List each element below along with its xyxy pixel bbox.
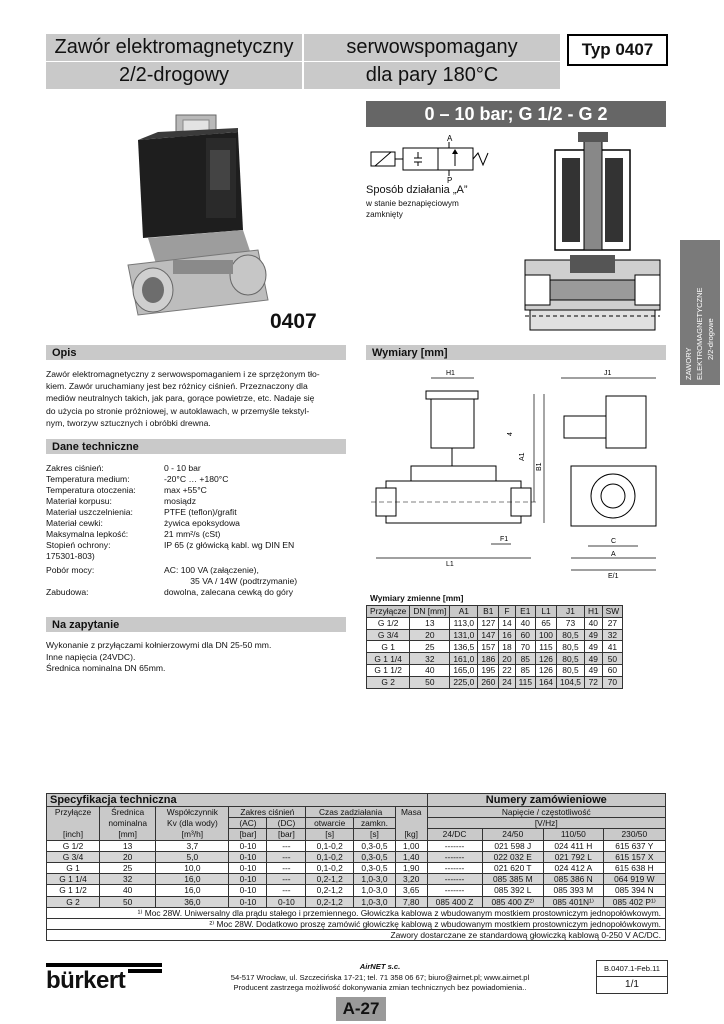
- table-cell: 72: [584, 676, 602, 688]
- tech-row: [46, 463, 201, 474]
- table-cell: 195: [478, 664, 499, 676]
- tech-key: Zabudowa:: [46, 587, 89, 597]
- section-dane-header: Dane techniczne: [46, 439, 346, 454]
- table-cell: G 1 1/2: [367, 664, 410, 676]
- table-cell: G 1/2: [367, 617, 410, 629]
- opis-line: do użycia po stronie próżniowej, w autoklawach, w przemyśle tekstyl-: [46, 405, 310, 416]
- table-row: [47, 862, 666, 873]
- table-cell: 0,1-0,2: [306, 862, 354, 873]
- table-cell: 24: [499, 676, 515, 688]
- table-cell: 260: [478, 676, 499, 688]
- table-cell: 22: [499, 664, 515, 676]
- footer-contact: [170, 962, 590, 994]
- spec-table: [46, 793, 666, 941]
- spec-header: [V/Hz]: [427, 818, 665, 829]
- spec-unit: [s]: [354, 829, 396, 840]
- spec-header: [395, 818, 427, 829]
- zapytanie-line: Wykonanie z przyłączami kołnierzowymi dla DN 25-50 mm.: [46, 640, 272, 650]
- voltage-header: 24/DC: [427, 829, 482, 840]
- dim-b1: B1: [536, 462, 543, 471]
- tech-row: [46, 587, 293, 598]
- table-row: [367, 676, 623, 688]
- table-cell: 022 032 E: [482, 851, 544, 862]
- spec-note-3: Zawory dostarczane ze standardową głowiczką kablową 0-250 V AC/DC.: [47, 930, 666, 941]
- table-cell: 161,0: [450, 653, 478, 665]
- tech-key: 175301-803): [46, 551, 95, 561]
- table-cell: 49: [584, 653, 602, 665]
- table-cell: 064 919 W: [603, 874, 665, 885]
- table-cell: G 1: [367, 641, 410, 653]
- tech-value: mosiądz: [164, 496, 196, 506]
- voltage-header: 110/50: [544, 829, 604, 840]
- table-cell: 49: [584, 664, 602, 676]
- table-row: [47, 874, 666, 885]
- valve-photo: [118, 110, 278, 320]
- side-label-line3: 2/2-drogowe: [706, 318, 715, 360]
- table-row: [367, 641, 623, 653]
- table-cell: 085 393 M: [544, 885, 604, 896]
- table-cell: 1,0-3,0: [354, 885, 396, 896]
- tech-key: Temperatura medium:: [46, 474, 130, 484]
- table-cell: 0,3-0,5: [354, 840, 396, 851]
- table-cell: 615 157 X: [603, 851, 665, 862]
- table-cell: 615 638 H: [603, 862, 665, 873]
- opis-text: [46, 368, 346, 429]
- table-cell: 80,5: [556, 664, 584, 676]
- table-cell: 0-10: [229, 885, 267, 896]
- table-cell: 085 385 M: [482, 874, 544, 885]
- voltage-header: 24/50: [482, 829, 544, 840]
- table-cell: G 2: [47, 896, 100, 907]
- table-cell: 085 401N¹⁾: [544, 896, 604, 907]
- table-cell: 0-10: [229, 851, 267, 862]
- dim-f1: F1: [500, 536, 509, 543]
- tech-value: 35 VA / 14W (podtrzymanie): [164, 576, 298, 586]
- table-cell: 14: [499, 617, 515, 629]
- table-cell: 085 400 Z: [427, 896, 482, 907]
- col-header: DN [mm]: [410, 606, 450, 618]
- table-cell: 16,0: [156, 885, 229, 896]
- table-cell: 20: [100, 851, 156, 862]
- opis-line: Zawór elektromagnetyczny z serwowspomaganiem i ze sprzężonym tło-: [46, 369, 320, 379]
- table-cell: 0,2-1,2: [306, 874, 354, 885]
- spec-header: [47, 818, 100, 829]
- operation-mode-desc-1: w stanie beznapięciowym: [366, 199, 459, 208]
- table-cell: 0,3-0,5: [354, 862, 396, 873]
- table-cell: 60: [515, 629, 535, 641]
- table-cell: 49: [584, 629, 602, 641]
- table-cell: G 1/2: [47, 840, 100, 851]
- table-cell: G 1 1/4: [367, 653, 410, 665]
- table-cell: 0,1-0,2: [306, 840, 354, 851]
- tech-value: IP 65 (z główicką kabl. wg DIN EN: [164, 540, 295, 550]
- operation-mode-label: Sposób działania „A”: [366, 184, 468, 196]
- spec-title: Specyfikacja techniczna: [47, 794, 428, 807]
- table-cell: 0-10: [267, 896, 306, 907]
- spec-header: Współczynnik: [156, 807, 229, 818]
- table-cell: 0-10: [229, 862, 267, 873]
- tech-key: Materiał korpusu:: [46, 496, 112, 506]
- voltage-header: 230/50: [603, 829, 665, 840]
- zapytanie-text: [46, 640, 346, 675]
- spec-unit: [s]: [306, 829, 354, 840]
- table-cell: ---: [267, 862, 306, 873]
- table-cell: 085 402 P¹⁾: [603, 896, 665, 907]
- table-cell: -------: [427, 840, 482, 851]
- tech-value: 21 mm²/s (cSt): [164, 529, 221, 539]
- table-cell: 136,5: [450, 641, 478, 653]
- table-cell: 085 386 N: [544, 874, 604, 885]
- table-cell: 0-10: [229, 896, 267, 907]
- spec-header: nominalna: [100, 818, 156, 829]
- spec-unit: [inch]: [47, 829, 100, 840]
- table-cell: 021 792 L: [544, 851, 604, 862]
- table-cell: 32: [410, 653, 450, 665]
- table-cell: 3,7: [156, 840, 229, 851]
- table-cell: 1,90: [395, 862, 427, 873]
- page-number: A-27: [336, 997, 386, 1021]
- opis-line: nym, tworzyw sztucznych i obróbki drewna.: [46, 417, 211, 428]
- footer-address: 54-517 Wrocław, ul. Szczecińska 17-21; tel. 71 358 06 67; biuro@airnet.pl; www.airnet.pl: [230, 972, 530, 982]
- table-cell: ---: [267, 885, 306, 896]
- type-label: Typ 0407: [567, 34, 668, 66]
- title-servo: serwowspomagany: [304, 34, 560, 61]
- table-cell: 16: [499, 629, 515, 641]
- table-row: [367, 653, 623, 665]
- col-header: J1: [556, 606, 584, 618]
- spec-unit: [bar]: [267, 829, 306, 840]
- table-cell: 615 637 Y: [603, 840, 665, 851]
- table-cell: 165,0: [450, 664, 478, 676]
- section-wymiary-header: Wymiary [mm]: [366, 345, 666, 360]
- dim-a1: A1: [519, 452, 526, 461]
- spec-header: Napięcie / częstotliwość: [427, 807, 665, 818]
- table-cell: 25: [100, 862, 156, 873]
- tech-key: Maksymalna lepkość:: [46, 529, 129, 539]
- table-cell: 024 411 H: [544, 840, 604, 851]
- table-row: [367, 664, 623, 676]
- doc-id: B.0407.1-Feb.11: [597, 961, 667, 977]
- table-cell: G 3/4: [367, 629, 410, 641]
- table-cell: 7,80: [395, 896, 427, 907]
- spec-header: Czas zadziałania: [306, 807, 395, 818]
- col-header: L1: [535, 606, 556, 618]
- table-cell: 50: [410, 676, 450, 688]
- dim-h1: H1: [446, 370, 455, 377]
- table-cell: 225,0: [450, 676, 478, 688]
- dim-l1: L1: [446, 561, 454, 568]
- table-cell: 1,0-3,0: [354, 896, 396, 907]
- table-cell: 1,0-3,0: [354, 874, 396, 885]
- title-steam: dla pary 180°C: [304, 62, 560, 89]
- table-cell: 10,0: [156, 862, 229, 873]
- title-product: Zawór elektromagnetyczny: [46, 34, 302, 61]
- table-cell: 49: [584, 641, 602, 653]
- table-cell: 1,40: [395, 851, 427, 862]
- table-cell: 60: [602, 664, 623, 676]
- table-cell: 85: [515, 664, 535, 676]
- tech-key: Pobór mocy:: [46, 565, 95, 575]
- footer-company: AirNET s.c.: [359, 962, 401, 971]
- spec-header: otwarcie: [306, 818, 354, 829]
- table-cell: G 1: [47, 862, 100, 873]
- section-zapytanie-header: Na zapytanie: [46, 617, 346, 632]
- table-cell: 0-10: [229, 840, 267, 851]
- table-cell: 70: [602, 676, 623, 688]
- table-cell: 0,2-1,2: [306, 896, 354, 907]
- table-cell: 0-10: [229, 874, 267, 885]
- tech-row: [46, 565, 259, 576]
- table-cell: 80,5: [556, 629, 584, 641]
- zapytanie-line: Inne napięcia (24VDC).: [46, 651, 136, 662]
- dimension-drawing: [366, 366, 666, 586]
- zapytanie-line: Średnica nominalna DN 65mm.: [46, 663, 166, 673]
- table-cell: 36,0: [156, 896, 229, 907]
- table-cell: 0,2-1,2: [306, 885, 354, 896]
- burkert-logo: [46, 963, 162, 994]
- table-cell: 100: [535, 629, 556, 641]
- col-header: Przyłącze: [367, 606, 410, 618]
- logo-text: bürkert: [46, 969, 128, 993]
- tech-value: 0 - 10 bar: [164, 463, 201, 473]
- side-label-line2: ELEKTROMAGNETYCZNE: [695, 287, 704, 380]
- table-cell: 113,0: [450, 617, 478, 629]
- table-cell: G 1 1/4: [47, 874, 100, 885]
- table-cell: 0,3-0,5: [354, 851, 396, 862]
- col-header: SW: [602, 606, 623, 618]
- tech-value: AC: 100 VA (załączenie),: [164, 565, 259, 575]
- tech-row: [46, 540, 294, 551]
- table-cell: 186: [478, 653, 499, 665]
- table-cell: -------: [427, 851, 482, 862]
- table-cell: 085 392 L: [482, 885, 544, 896]
- doc-page-frac: 1/1: [625, 979, 639, 990]
- table-cell: G 3/4: [47, 851, 100, 862]
- tech-key: Zakres ciśnień:: [46, 463, 104, 473]
- tech-row: [46, 576, 297, 587]
- valve-cross-section: [510, 130, 670, 340]
- spec-note-2: ²⁾ Moc 28W. Dodatkowo proszę zamówić głowiczkę kablową z wbudowanym mostkiem prostowniczym jednopołówkowym.: [47, 918, 666, 929]
- table-cell: -------: [427, 874, 482, 885]
- table-cell: 1,00: [395, 840, 427, 851]
- table-cell: 25: [410, 641, 450, 653]
- table-cell: ---: [267, 840, 306, 851]
- table-cell: 73: [556, 617, 584, 629]
- table-cell: 104,5: [556, 676, 584, 688]
- table-cell: 32: [602, 629, 623, 641]
- tech-row: [46, 485, 207, 496]
- table-cell: 70: [515, 641, 535, 653]
- table-cell: 41: [602, 641, 623, 653]
- tech-value: PTFE (teflon)/grafit: [164, 507, 237, 517]
- tech-row: [46, 529, 220, 540]
- tech-key: Materiał cewki:: [46, 518, 103, 528]
- spec-header: Kv (dla wody): [156, 818, 229, 829]
- table-cell: 0,1-0,2: [306, 851, 354, 862]
- dim-four: 4: [507, 432, 514, 436]
- table-cell: 164: [535, 676, 556, 688]
- table-cell: 16,0: [156, 874, 229, 885]
- tech-value: żywica epoksydowa: [164, 518, 240, 528]
- table-row: [47, 885, 666, 896]
- table-cell: 127: [478, 617, 499, 629]
- table-cell: -------: [427, 862, 482, 873]
- table-cell: 20: [410, 629, 450, 641]
- symbol-port-p: P: [447, 176, 453, 184]
- tech-key: Stopień ochrony:: [46, 540, 111, 550]
- spec-header: zamkn.: [354, 818, 396, 829]
- table-cell: 115: [535, 641, 556, 653]
- table-cell: 80,5: [556, 653, 584, 665]
- table-cell: 27: [602, 617, 623, 629]
- dim-table-caption: Wymiary zmienne [mm]: [370, 593, 464, 603]
- table-row: [367, 617, 623, 629]
- table-cell: 80,5: [556, 641, 584, 653]
- col-header: F: [499, 606, 515, 618]
- table-cell: ---: [267, 874, 306, 885]
- tech-row: [46, 474, 228, 485]
- table-cell: 40: [100, 885, 156, 896]
- order-numbers-title: Numery zamówieniowe: [427, 794, 665, 807]
- spec-unit: [m³/h]: [156, 829, 229, 840]
- tech-key: Temperatura otoczenia:: [46, 485, 136, 495]
- dimensions-table: [366, 605, 623, 689]
- valve-symbol-diagram: [363, 132, 493, 184]
- spec-header: (DC): [267, 818, 306, 829]
- table-cell: 50: [100, 896, 156, 907]
- spec-unit: [bar]: [229, 829, 267, 840]
- table-cell: 126: [535, 664, 556, 676]
- table-cell: 65: [535, 617, 556, 629]
- tech-row: [46, 496, 196, 507]
- tech-row: [46, 507, 237, 518]
- footer-disclaimer: Producent zastrzega możliwość dokonywania zmian technicznych bez powiadomienia..: [233, 983, 527, 992]
- tech-value: dowolna, zalecana cewką do góry: [164, 587, 293, 597]
- tech-value: -20°C … +180°C: [164, 474, 229, 484]
- spec-header: Masa: [395, 807, 427, 818]
- table-row: [47, 851, 666, 862]
- dim-table-header: [367, 606, 623, 618]
- dim-c: C: [611, 538, 617, 545]
- side-label-line1: ZAWORY: [684, 347, 693, 380]
- side-category-label: [680, 240, 720, 385]
- table-cell: 021 620 T: [482, 862, 544, 873]
- table-cell: 40: [410, 664, 450, 676]
- spec-header: (AC): [229, 818, 267, 829]
- table-cell: 147: [478, 629, 499, 641]
- table-row: [367, 629, 623, 641]
- tech-row: [46, 551, 164, 562]
- table-cell: 3,65: [395, 885, 427, 896]
- dim-j1: J1: [604, 370, 612, 377]
- tech-key: Materiał uszczelnienia:: [46, 507, 133, 517]
- table-cell: 13: [410, 617, 450, 629]
- section-opis-header: Opis: [46, 345, 346, 360]
- spec-unit: [mm]: [100, 829, 156, 840]
- table-cell: 085 394 N: [603, 885, 665, 896]
- col-header: H1: [584, 606, 602, 618]
- spec-header: Zakres ciśnień: [229, 807, 306, 818]
- table-cell: 085 400 Z²⁾: [482, 896, 544, 907]
- title-variant: 2/2-drogowy: [46, 62, 302, 89]
- dim-a: A: [611, 551, 616, 558]
- table-cell: 024 412 A: [544, 862, 604, 873]
- table-cell: 5,0: [156, 851, 229, 862]
- table-cell: -------: [427, 885, 482, 896]
- table-cell: G 1 1/2: [47, 885, 100, 896]
- table-cell: G 2: [367, 676, 410, 688]
- tech-row: [46, 518, 240, 529]
- opis-line: kiem. Zawór uruchamiany jest bez różnicy ciśnień. Przeznaczony dla: [46, 381, 308, 392]
- model-number: 0407: [270, 310, 317, 333]
- spec-header: Średnica: [100, 807, 156, 818]
- table-row: [47, 840, 666, 851]
- table-cell: 50: [602, 653, 623, 665]
- col-header: E1: [515, 606, 535, 618]
- table-row: [47, 896, 666, 907]
- table-cell: 40: [515, 617, 535, 629]
- table-cell: 18: [499, 641, 515, 653]
- table-cell: 3,20: [395, 874, 427, 885]
- col-header: B1: [478, 606, 499, 618]
- table-cell: 157: [478, 641, 499, 653]
- tech-value: max +55°C: [164, 485, 207, 495]
- table-cell: ---: [267, 851, 306, 862]
- spec-unit: [kg]: [395, 829, 427, 840]
- pressure-range-bar: 0 – 10 bar; G 1/2 - G 2: [366, 101, 666, 127]
- table-cell: 40: [584, 617, 602, 629]
- table-cell: 131,0: [450, 629, 478, 641]
- table-cell: 115: [515, 676, 535, 688]
- dim-e1: E/1: [608, 573, 619, 580]
- table-cell: 85: [515, 653, 535, 665]
- table-cell: 126: [535, 653, 556, 665]
- operation-mode-desc-2: zamknięty: [366, 210, 403, 219]
- table-cell: 20: [499, 653, 515, 665]
- symbol-port-a: A: [447, 134, 453, 143]
- spec-note-1: ¹⁾ Moc 28W. Uniwersalny dla prądu stałego i przemiennego. Głowiczka kablowa z wbudowanym mostkiem prostowniczym jednopołówkowym.: [47, 907, 666, 918]
- table-cell: 32: [100, 874, 156, 885]
- table-cell: 021 598 J: [482, 840, 544, 851]
- table-cell: 13: [100, 840, 156, 851]
- document-id-box: [596, 960, 668, 994]
- opis-line: mediów neutralnych takich, jak para, gorące powietrze, etc. Nadaje się: [46, 393, 315, 404]
- col-header: A1: [450, 606, 478, 618]
- spec-header: Przyłącze: [47, 807, 100, 818]
